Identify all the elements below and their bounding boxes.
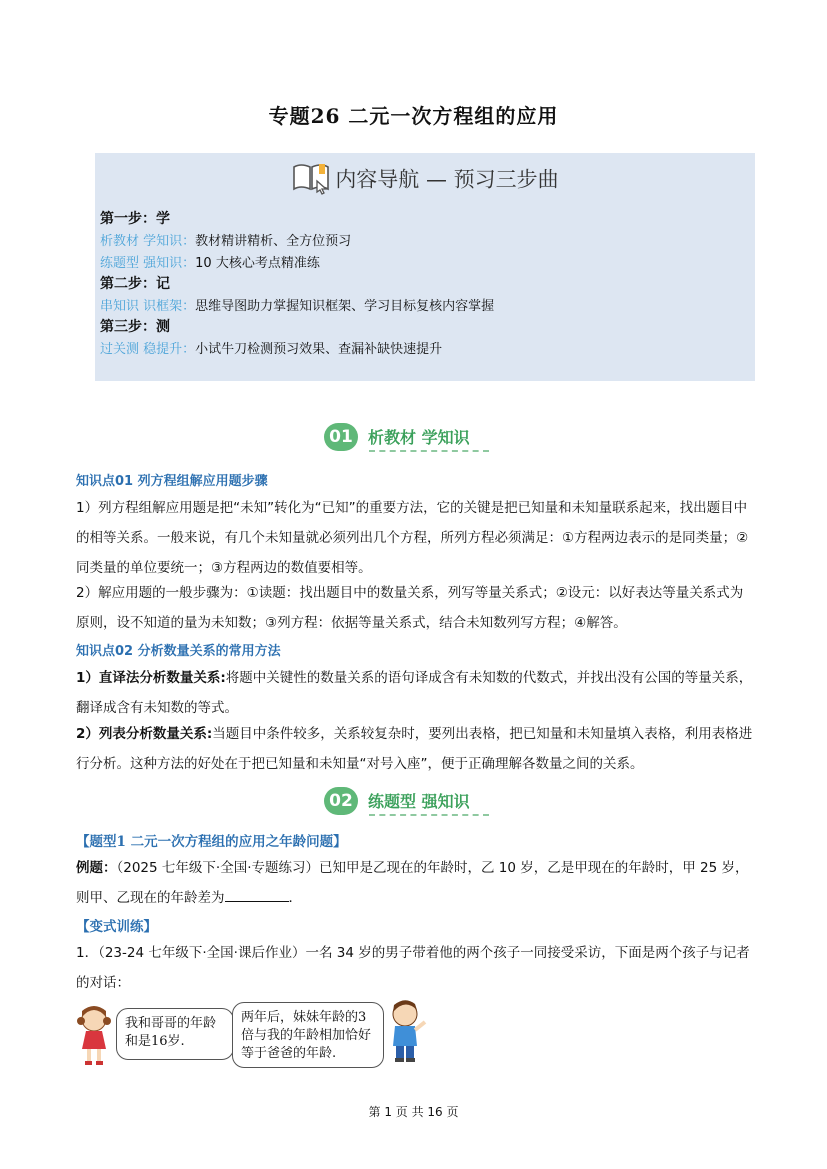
step-3-item-1 (100, 338, 442, 357)
step-tag: 串知识 识框架： (100, 299, 196, 314)
girl-speech-bubble: 我和哥哥的年龄和是16岁. (116, 1008, 234, 1060)
section-number-badge: 01 (324, 423, 358, 451)
section-2-header (184, 782, 644, 822)
girl-illustration (74, 1003, 114, 1069)
question-type-heading: 【题型1 二元一次方程组的应用之年龄问题】 (76, 834, 347, 850)
step-text: 小试牛刀检测预习效果、查漏补缺快速提升 (195, 342, 443, 357)
method-label: 1）直译法分析数量关系: (76, 670, 226, 686)
variant-training-heading: 【变式训练】 (76, 919, 157, 935)
step-tag: 析教材 学知识： (100, 234, 196, 249)
example-question (76, 853, 756, 913)
nav-heading-text: 内容导航 — 预习三步曲 (335, 167, 559, 192)
section-title: 练题型 强知识 (368, 792, 470, 811)
step-text: 10 大核心考点精准练 (195, 256, 320, 271)
method-text: 当题目中条件较多，关系较复杂时，要列出表格，把已知量和未知量填入表格，利用表格进行分析。这种方法的好处在于把已知量和未知量“对号入座”，便于正确理解各数量之间的关系。 (76, 726, 753, 772)
example-label: 例题： (76, 860, 117, 876)
answer-blank[interactable] (225, 889, 289, 902)
boy-speech-bubble: 两年后，妹妹年龄的3倍与我的年龄相加恰好等于爸爸的年龄. (232, 1002, 384, 1068)
question-1: 1．（23-24 七年级下·全国·课后作业）一名 34 岁的男子带着他的两个孩子一同接受采访，下面是两个孩子与记者的对话： (76, 945, 750, 991)
step-tag: 练题型 强知识： (100, 256, 196, 271)
step-2-label: 第二步：记 (100, 276, 170, 292)
knowledge-point-1-heading: 知识点01 列方程组解应用题步骤 (76, 474, 268, 489)
method-text: 将题中关键性的数量关系的语句译成含有未知数的代数式，并找出没有公国的等量关系，翻译成含有未知数的等式。 (76, 670, 753, 716)
book-pointer-icon (291, 161, 331, 200)
step-1-item-1 (100, 230, 351, 249)
knowledge-point-2-paragraph-1 (76, 663, 756, 723)
step-3-label: 第三步：测 (100, 319, 170, 335)
step-tag: 过关测 稳提升： (100, 342, 196, 357)
knowledge-point-2-paragraph-2 (76, 719, 756, 779)
example-text: （2025 七年级下·全国·专题练习）已知甲是乙现在的年龄时，乙 10 岁，乙是甲现在的年龄时，甲 25 岁，则甲、乙现在的年龄差为 (76, 860, 749, 906)
section-underline (369, 450, 489, 452)
navigation-box (95, 153, 755, 381)
step-text: 教材精讲精析、全方位预习 (195, 234, 352, 249)
example-end: ． (288, 890, 302, 906)
knowledge-point-1-paragraph-1: 1）列方程组解应用题是把“未知”转化为“已知”的重要方法，它的关键是把已知量和未知量联系起来，找出题目中的相等关系。一般来说，有几个未知量就必须列出几个方程，所列方程必须满足：①方程两边表示的是同类量；②同类量的单位要统一；③方程两边的数值要相等。 (76, 500, 749, 576)
page-footer: 第 1 页 共 16 页 (368, 1105, 459, 1119)
section-1-header (184, 418, 644, 458)
page-title: 专题26 二元一次方程组的应用 (268, 104, 559, 128)
boy-illustration (385, 998, 429, 1066)
step-text: 思维导图助力掌握知识框架、学习目标复核内容掌握 (195, 299, 495, 314)
section-title: 析教材 学知识 (368, 428, 470, 447)
knowledge-point-1-paragraph-2: 2）解应用题的一般步骤为：①读题：找出题目中的数量关系，列写等量关系式；②设元：以好表达等量关系式为原则，设不知道的量为未知数；③列方程：依据等量关系式，结合未知数列写方程；④解答。 (76, 585, 744, 631)
knowledge-point-2-heading: 知识点02 分析数量关系的常用方法 (76, 644, 281, 659)
method-label: 2）列表分析数量关系: (76, 726, 213, 742)
nav-heading (95, 161, 755, 200)
section-number-badge: 02 (324, 787, 358, 815)
section-underline (369, 814, 489, 816)
step-1-item-2 (100, 252, 320, 271)
step-1-label: 第一步：学 (100, 211, 170, 227)
step-2-item-1 (100, 295, 494, 314)
